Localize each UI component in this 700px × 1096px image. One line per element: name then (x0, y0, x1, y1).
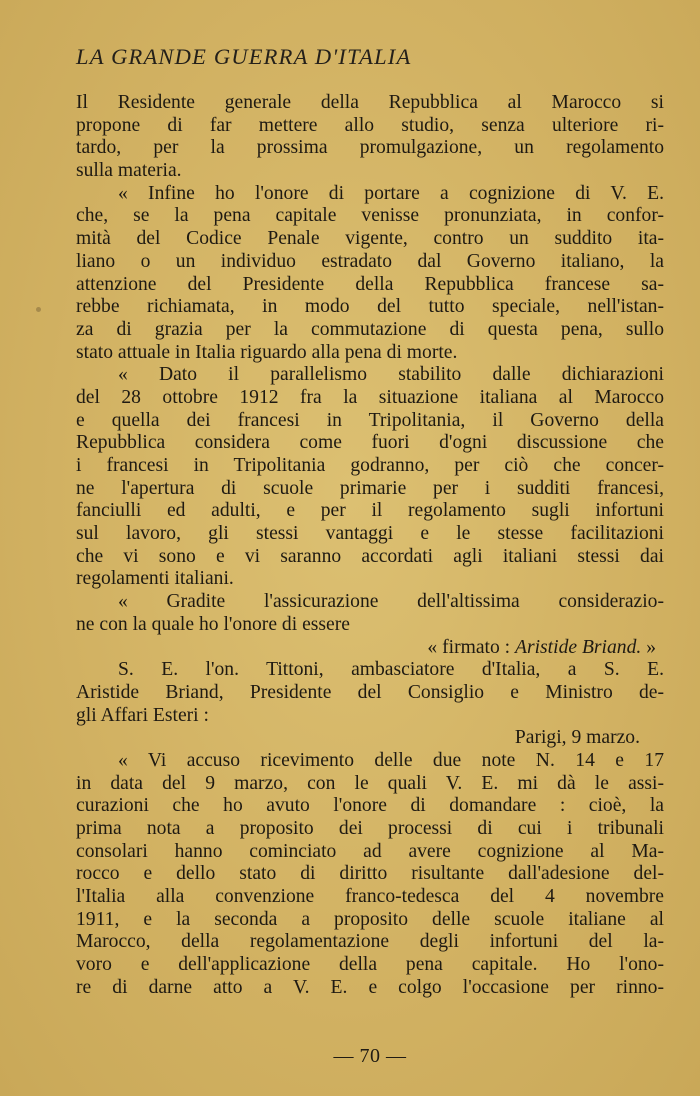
text-line-content: « Infine ho l'onore di portare a cognizione di V. E. (118, 182, 664, 204)
text-line-content: ne l'apertura di scuole primarie per i sudditi francesi, (76, 477, 664, 499)
text-line (76, 614, 664, 637)
text-line (76, 251, 664, 274)
text-line-content: 1911, e la seconda a proposito delle scuole italiane al (76, 908, 664, 930)
text-line (76, 500, 664, 523)
text-line (76, 455, 664, 478)
text-line-content: mità del Codice Penale vigente, contro un suddito ita- (76, 228, 664, 250)
text-line-content: fanciulli ed adulti, e per il regolamento sugli infortuni (76, 500, 664, 522)
text-line (76, 773, 664, 796)
margin-speck (36, 307, 41, 312)
closing-quote: » (641, 636, 656, 658)
text-line-content: regolamenti italiani. (76, 568, 234, 590)
text-line (76, 523, 664, 546)
text-line-content: attenzione del Presidente della Repubblica francese sa- (76, 273, 664, 295)
text-line-content: stato attuale in Italia riguardo alla pena di morte. (76, 341, 458, 363)
signature-name: Aristide Briand. (515, 636, 642, 658)
text-line (76, 183, 664, 206)
text-line-content: che, se la pena capitale venisse pronunziata, in confor- (76, 205, 664, 227)
text-line-content: propone di far mettere allo studio, senza ulteriore ri- (76, 114, 664, 136)
text-line-content: e quella dei francesi in Tripolitania, il Governo della (76, 409, 664, 431)
text-line-content: tardo, per la prossima promulgazione, un regolamento (76, 137, 664, 159)
text-line-content: « Gradite l'assicurazione dell'altissima considerazio- (118, 591, 664, 613)
text-line-content: Repubblica considera come fuori d'ogni discussione che (76, 432, 664, 454)
text-line (76, 591, 664, 614)
text-line (76, 115, 664, 138)
text-line-content: re di darne atto a V. E. e colgo l'occasione per rinno- (76, 976, 664, 998)
text-line-content: « Dato il parallelismo stabilito dalle dichiarazioni (118, 364, 664, 386)
text-line (76, 274, 664, 297)
text-line-content: che vi sono e vi saranno accordati agli italiani stessi dai (76, 545, 664, 567)
text-line (76, 659, 664, 682)
text-line (76, 954, 664, 977)
page-number: — 70 — (333, 1045, 407, 1067)
text-line (76, 750, 664, 773)
text-line (76, 137, 664, 160)
text-line (76, 342, 664, 365)
text-line-content: rebbe richiamata, in modo del tutto speciale, nell'istan- (76, 296, 664, 318)
text-line (76, 682, 664, 705)
text-line-content: Il Residente generale della Repubblica al Marocco si (76, 92, 664, 113)
text-line-content: za di grazia per la commutazione di questa pena, sullo (76, 318, 664, 340)
text-line (76, 863, 664, 886)
text-line-content: ne con la quale ho l'onore di essere (76, 613, 350, 635)
text-line (76, 205, 664, 228)
body-text (76, 92, 664, 1000)
text-line (76, 795, 664, 818)
text-line (76, 546, 664, 569)
text-line-content: liano o un individuo estradato dal Governo italiano, la (76, 250, 664, 272)
text-line (76, 886, 664, 909)
text-line (76, 478, 664, 501)
running-head: LA GRANDE GUERRA D'ITALIA (76, 44, 412, 69)
text-line-content: rocco e dello stato di diritto risultante dall'adesione del- (76, 863, 664, 885)
text-line-content: sul lavoro, gli stessi vantaggi e le stesse facilitazioni (76, 523, 664, 545)
text-line (76, 387, 664, 410)
text-line (76, 319, 664, 342)
text-line (76, 637, 664, 660)
text-line-content: voro e dell'applicazione della pena capitale. Ho l'ono- (76, 954, 664, 976)
text-line (76, 841, 664, 864)
text-line-content: sulla materia. (76, 160, 182, 182)
text-line-content: del 28 ottobre 1912 fra la situazione italiana al Marocco (76, 386, 664, 408)
text-line (76, 432, 664, 455)
text-line (76, 727, 664, 750)
text-line (76, 296, 664, 319)
text-line-content: l'Italia alla convenzione franco-tedesca del 4 novembre (76, 886, 664, 908)
book-page (76, 0, 664, 1096)
text-line (76, 931, 664, 954)
text-line (76, 818, 664, 841)
text-line-content: in data del 9 marzo, con le quali V. E. mi dà le assi- (76, 772, 664, 794)
text-line-content: S. E. l'on. Tittoni, ambasciatore d'Italia, a S. E. (118, 659, 664, 681)
text-line-content: « Vi accuso ricevimento delle due note N. 14 e 17 (118, 749, 664, 771)
text-line (76, 977, 664, 1000)
text-line-content: Marocco, della regolamentazione degli infortuni del la- (76, 931, 664, 953)
text-line (76, 705, 664, 728)
text-line (76, 228, 664, 251)
text-line-content: Aristide Briand, Presidente del Consiglio e Ministro de- (76, 681, 664, 703)
text-line-content: curazioni che ho avuto l'onore di domandare : cioè, la (76, 795, 664, 817)
text-line-content: prima nota a proposito dei processi di cui i tribunali (76, 818, 664, 839)
text-line-content: consolari hanno cominciato ad avere cognizione al Ma- (76, 840, 664, 862)
text-line-content: « firmato : (427, 636, 516, 658)
text-line (76, 909, 664, 932)
text-line-content: Parigi, 9 marzo. (514, 727, 640, 749)
text-line (76, 160, 664, 183)
text-line (76, 92, 664, 115)
text-line (76, 410, 664, 433)
text-line-content: i francesi in Tripolitania godranno, per ciò che concer- (76, 455, 664, 476)
text-line (76, 568, 664, 591)
text-line-content: gli Affari Esteri : (76, 704, 209, 726)
text-line (76, 364, 664, 387)
